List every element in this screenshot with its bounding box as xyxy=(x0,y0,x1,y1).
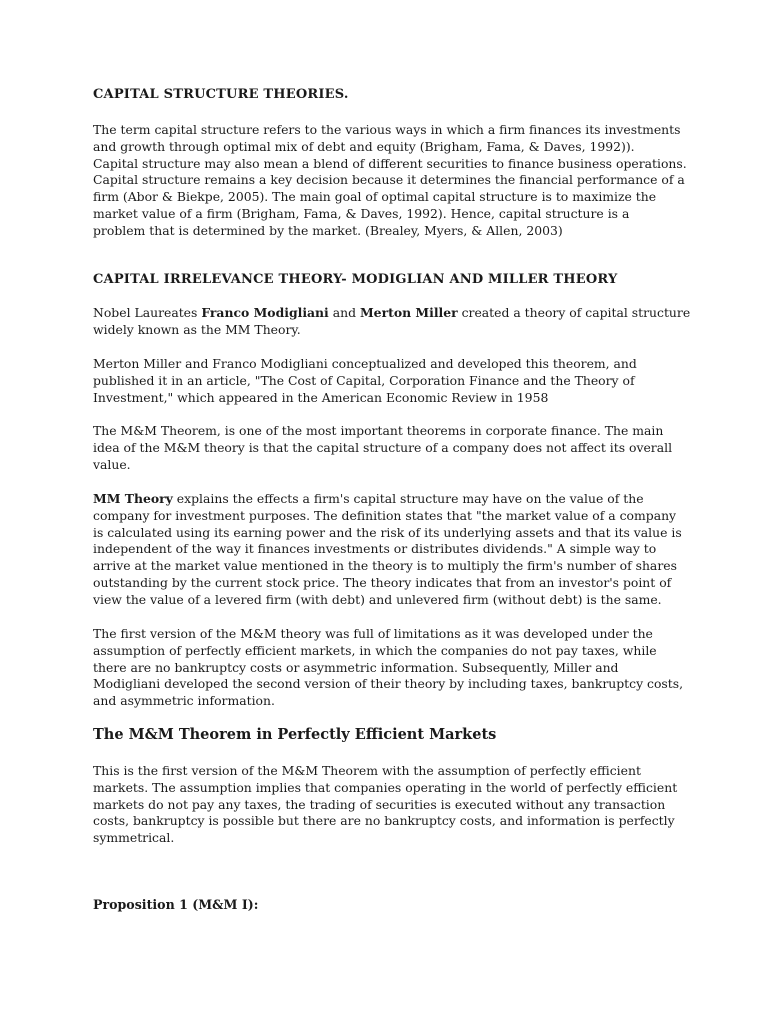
bold-term: MM Theory xyxy=(93,491,173,506)
text-line: Investment," which appeared in the American Economic Review in 1958 xyxy=(93,389,549,405)
section-heading: CAPITAL IRRELEVANCE THEORY- MODIGLIAN AND MILLER THEORY xyxy=(93,272,618,287)
text-line: is calculated using its earning power and the risk of its underlying assets and that its value is xyxy=(93,524,682,540)
text-line: assumption of perfectly efficient markets, in which the companies do not pay taxes, while xyxy=(93,642,657,658)
text-line: independent of the way it finances investments or distributes dividends." A simple way to xyxy=(93,541,657,557)
text-line: firm (Abor & Biekpe, 2005). The main goal of optimal capital structure is to maximize the xyxy=(93,189,657,205)
text-line: costs, bankruptcy is possible but there are no bankruptcy costs, and information is perfectly xyxy=(93,813,675,829)
text-line: Capital structure remains a key decision because it determines the financial performance of a xyxy=(93,172,685,188)
text-line: This is the first version of the M&M Theorem with the assumption of perfectly efficient xyxy=(93,763,641,778)
text-line: The M&M Theorem, is one of the most important theorems in corporate finance. The main xyxy=(93,423,664,438)
text-line xyxy=(93,305,691,322)
text-line xyxy=(93,491,683,508)
intro-paragraph xyxy=(93,122,687,240)
mm-theory-paragraph xyxy=(93,491,683,609)
text-line: view the value of a levered firm (with debt) and unlevered firm (without debt) is the same. xyxy=(93,591,662,607)
text-line: Capital structure may also mean a blend of different securities to finance business operations. xyxy=(93,155,687,171)
text-line: Modigliani developed the second version of their theory by including taxes, bankruptcy costs, xyxy=(93,676,684,692)
laureates-paragraph xyxy=(93,305,691,339)
text-segment: created a theory of capital structure xyxy=(457,305,691,320)
text-line: markets do not pay any taxes, the trading of securities is executed without any transaction xyxy=(93,796,666,812)
published-paragraph xyxy=(93,356,683,406)
document-title: CAPITAL STRUCTURE THEORIES. xyxy=(93,87,349,102)
text-line: there are no bankruptcy costs or asymmetric information. Subsequently, Miller and xyxy=(93,659,619,675)
text-line: The term capital structure refers to the various ways in which a firm finances its investments xyxy=(93,122,681,137)
text-line: problem that is determined by the market. (Brealey, Myers, & Allen, 2003) xyxy=(93,222,563,238)
text-line: Merton Miller and Franco Modigliani conceptualized and developed this theorem, and xyxy=(93,356,637,371)
text-line: The first version of the M&M theory was full of limitations as it was developed under the xyxy=(93,626,653,641)
bold-name: Merton Miller xyxy=(359,305,458,320)
text-line: and growth through optimal mix of debt and equity (Brigham, Fama, & Daves, 1992)). xyxy=(93,138,635,154)
text-segment: explains the effects a firm's capital structure may have on the value of the xyxy=(172,491,644,506)
text-line: widely known as the MM Theory. xyxy=(93,321,301,337)
text-line: symmetrical. xyxy=(93,830,175,846)
efficient-markets-paragraph xyxy=(93,763,683,847)
text-line: published it in an article, "The Cost of Capital, Corporation Finance and the Theory of xyxy=(93,372,635,388)
proposition-heading: Proposition 1 (M&M I): xyxy=(93,897,259,912)
theorem-paragraph xyxy=(93,423,683,473)
subsection-heading: The M&M Theorem in Perfectly Efficient Markets xyxy=(93,726,497,743)
first-version-paragraph xyxy=(93,626,683,710)
text-line: arrive at the market value mentioned in the theory is to multiply the firm's number of shares xyxy=(93,558,677,574)
bold-name: Franco Modigliani xyxy=(201,305,329,320)
text-line: outstanding by the current stock price. The theory indicates that from an investor's point of xyxy=(93,574,672,590)
text-segment: and xyxy=(328,305,360,320)
text-line: markets. The assumption implies that companies operating in the world of perfectly efficient xyxy=(93,779,678,795)
text-line: value. xyxy=(93,456,131,472)
text-line: company for investment purposes. The definition states that "the market value of a company xyxy=(93,507,677,523)
text-line: market value of a firm (Brigham, Fama, & Daves, 1992). Hence, capital structure is a xyxy=(93,205,630,221)
text-line: idea of the M&M theory is that the capital structure of a company does not affect its overall xyxy=(93,439,673,455)
text-line: and asymmetric information. xyxy=(93,693,275,709)
text-segment: Nobel Laureates xyxy=(93,305,202,320)
